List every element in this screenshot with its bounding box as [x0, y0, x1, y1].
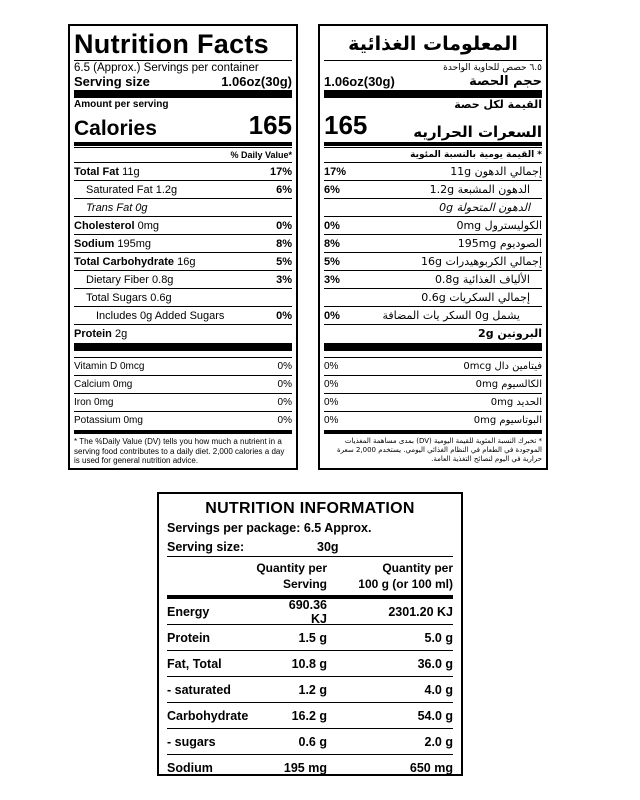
servings-per-package: Servings per package: 6.5 Approx. — [167, 520, 372, 535]
vitamin-row-arabic: فيتامين دال 0mcg 0% — [324, 357, 542, 375]
daily-value-header: % Daily Value* — [74, 147, 292, 162]
daily-value-footnote-arabic: * تخبرك النسبة المئوية للقيمة اليومية (DV) بمدى مساهمة المغذيات الموجودة في الطعام في النظام الغذائي اليومي. يستخدم 2,000 سعرة حرارية في اليوم لنصائح التغذية العامة. — [336, 437, 542, 463]
nutrient-row: Total Carbohydrate 16g 5% — [74, 252, 292, 270]
vitamin-row: Vitamin D 0mcg 0% — [74, 357, 292, 375]
calories-value: 165 — [248, 110, 292, 140]
nutrient-row-arabic: إجمالي السكريات 0.6g — [324, 288, 542, 306]
nutrient-row-arabic: الكوليسترول 0mg 0% — [324, 216, 542, 234]
info-serving-size-row — [167, 537, 453, 556]
daily-value-header-arabic: * القيمة يومية بالنسبة المئوية — [324, 147, 542, 162]
info-row-fat-total: Fat, Total 10.8 g 36.0 g — [167, 650, 453, 676]
vitamin-row: Calcium 0mg 0% — [74, 375, 292, 393]
nutrition-information-title: NUTRITION INFORMATION — [205, 500, 415, 517]
nutrient-row-arabic: الدهون المشبعة 1.2g 6% — [324, 180, 542, 198]
serving-size-row — [74, 75, 292, 89]
info-row-saturated: - saturated 1.2 g 4.0 g — [167, 676, 453, 702]
info-row-energy: Energy 690.36 KJ 2301.20 KJ — [167, 595, 453, 624]
calories-row — [74, 111, 292, 141]
nutrient-row: Total Fat 11g 17% — [74, 162, 292, 180]
serving-size-value: 1.06oz(30g) — [221, 74, 292, 89]
nutrient-row: Includes 0g Added Sugars 0% — [74, 306, 292, 324]
nutrient-row-arabic: الصوديوم 195mg 8% — [324, 234, 542, 252]
amount-per-serving-arabic: القيمة لكل حصة — [454, 98, 542, 111]
nutrient-row: Total Sugars 0.6g — [74, 288, 292, 306]
nutrient-row: Dietary Fiber 0.8g 3% — [74, 270, 292, 288]
nutrition-facts-panel-arabic — [318, 24, 548, 470]
vitamin-row-arabic: الحديد 0mg 0% — [324, 393, 542, 411]
info-serving-size-label: Serving size: — [167, 539, 245, 554]
servings-per-container: 6.5 (Approx.) Servings per container — [74, 62, 259, 74]
nutrition-facts-title-arabic: المعلومات الغذائية — [348, 33, 518, 55]
nutrient-row: Trans Fat 0g — [74, 198, 292, 216]
servings-per-container-arabic: ٦.٥ حصص للحاوية الواحدة — [443, 63, 542, 73]
serving-size-row-arabic — [324, 75, 542, 89]
serving-size-value-arabic: 1.06oz(30g) — [324, 74, 395, 89]
serving-size-label-arabic: حجم الحصة — [469, 74, 542, 89]
nutrient-row: Saturated Fat 1.2g 6% — [74, 180, 292, 198]
calories-label: Calories — [74, 117, 157, 140]
info-serving-size-value: 30g — [317, 539, 339, 554]
nutrition-facts-panel-english — [68, 24, 298, 470]
calories-label-arabic: السعرات الحراريه — [413, 123, 542, 141]
info-row-sodium: Sodium 195 mg 650 mg — [167, 754, 453, 780]
nutrient-row-arabic: إجمالي الكربوهيدرات 16g 5% — [324, 252, 542, 270]
nutrition-information-panel — [157, 492, 463, 776]
nutrient-row-arabic: البروتين 2g — [324, 324, 542, 342]
nutrition-facts-title: Nutrition Facts — [74, 29, 270, 59]
vitamin-row-arabic: الكالسيوم 0mg 0% — [324, 375, 542, 393]
daily-value-footnote: * The %Daily Value (DV) tells you how much a nutrient in a serving food contributes to a daily diet. 2,000 calories a day is used for general nutrition advice. — [74, 437, 285, 465]
amount-per-serving: Amount per serving — [74, 99, 169, 110]
serving-size-label: Serving size — [74, 74, 150, 89]
nutrient-row: Protein 2g — [74, 324, 292, 342]
info-column-headers: Quantity per Serving Quantity per 100 g (or 100 ml) — [167, 556, 453, 595]
info-row-sugars: - sugars 0.6 g 2.0 g — [167, 728, 453, 754]
vitamin-row-arabic: البوتاسيوم 0mg 0% — [324, 411, 542, 429]
nutrient-row-arabic: الدهون المتحولة 0g — [324, 198, 542, 216]
vitamin-row: Potassium 0mg 0% — [74, 411, 292, 429]
nutrient-row: Sodium 195mg 8% — [74, 234, 292, 252]
nutrient-row-arabic: إجمالي الدهون 11g 17% — [324, 162, 542, 180]
nutrient-row: Cholesterol 0mg 0% — [74, 216, 292, 234]
calories-row-arabic — [324, 111, 542, 141]
vitamin-row: Iron 0mg 0% — [74, 393, 292, 411]
nutrient-row-arabic: يشمل 0g السكر يات المضافة 0% — [324, 306, 542, 324]
info-row-protein: Protein 1.5 g 5.0 g — [167, 624, 453, 650]
calories-value-arabic: 165 — [324, 110, 368, 140]
nutrient-row-arabic: الألياف الغذائية 0.8g 3% — [324, 270, 542, 288]
info-row-carbohydrate: Carbohydrate 16.2 g 54.0 g — [167, 702, 453, 728]
